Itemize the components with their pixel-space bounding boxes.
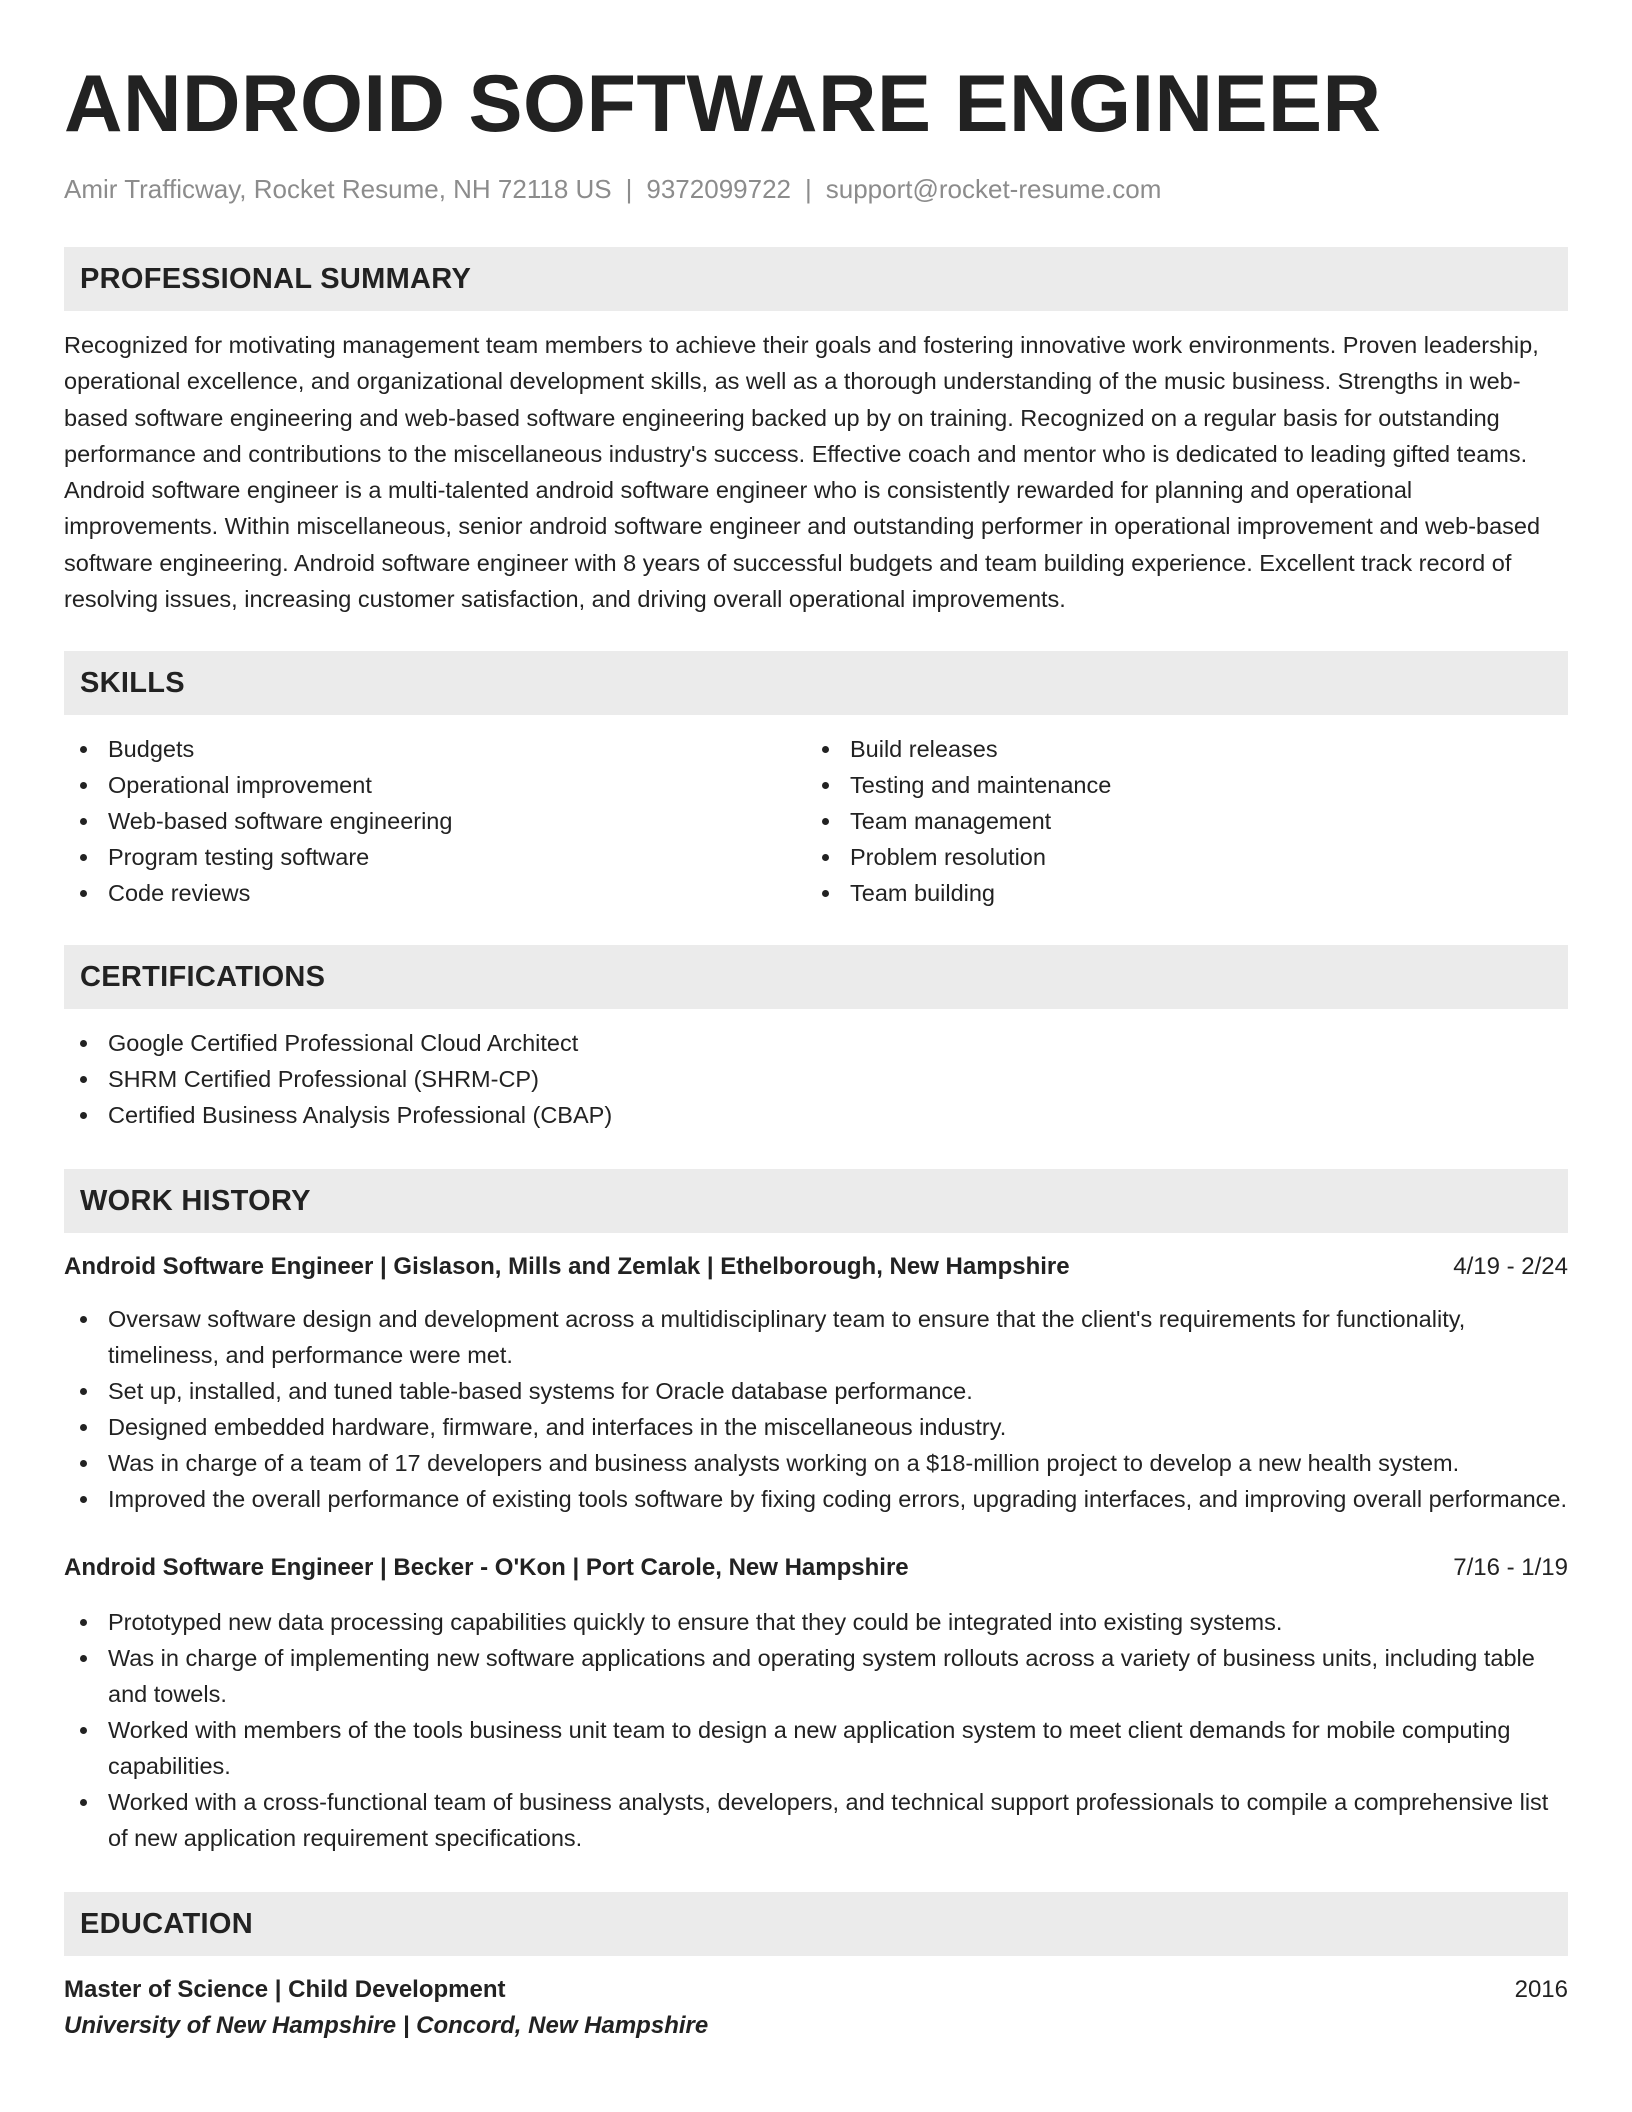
job-bullet: Oversaw software design and development across a multidisciplinary team to ensure that the client's requirements for functionality, timeliness, and performance were met. [64,1301,1568,1373]
job-title: Android Software Engineer | Becker - O'Kon | Port Carole, New Hampshire [64,1554,909,1582]
skill-item: Problem resolution [806,839,1548,875]
skills-list [64,731,1568,911]
education-school: University of New Hampshire | Concord, New Hampshire [64,2012,709,2040]
resume-title: ANDROID SOFTWARE ENGINEER [64,59,1382,149]
job-bullet: Designed embedded hardware, firmware, and interfaces in the miscellaneous industry. [64,1409,1568,1445]
job-entry [64,1550,1568,1856]
skill-item: Build releases [806,731,1548,767]
summary-heading: PROFESSIONAL SUMMARY [64,247,1568,311]
job-dates: 7/16 - 1/19 [1453,1554,1568,1582]
skill-item: Operational improvement [64,767,806,803]
certification-item: SHRM Certified Professional (SHRM-CP) [64,1061,1568,1097]
skills-column-left [64,731,806,911]
job-bullet: Was in charge of a team of 17 developers and business analysts working on a $18-million project to develop a new health system. [64,1445,1568,1481]
skill-item: Budgets [64,731,806,767]
job-title: Android Software Engineer | Gislason, Mills and Zemlak | Ethelborough, New Hampshire [64,1253,1070,1281]
certifications-list [64,1025,1568,1133]
job-bullets [64,1301,1568,1517]
job-header [64,1550,1568,1586]
resume-page [64,58,1568,2044]
skill-item: Team building [806,875,1548,911]
job-header [64,1249,1568,1285]
job-bullet: Prototyped new data processing capabilities quickly to ensure that they could be integrated into existing systems. [64,1604,1568,1640]
job-bullet: Improved the overall performance of existing tools software by fixing coding errors, upgrading interfaces, and improving overall performance. [64,1481,1568,1517]
contact-address: Amir Trafficway, Rocket Resume, NH 72118 US [64,174,612,204]
contact-email: support@rocket-resume.com [825,174,1162,204]
work-history-heading: WORK HISTORY [64,1169,1568,1233]
education-degree: Master of Science | Child Development [64,1976,506,2004]
job-bullet: Worked with members of the tools business unit team to design a new application system to meet client demands for mobile computing capabilities. [64,1712,1568,1784]
skill-item: Testing and maintenance [806,767,1548,803]
job-dates: 4/19 - 2/24 [1453,1253,1568,1281]
contact-line [64,172,1568,206]
certification-item: Certified Business Analysis Professional (CBAP) [64,1097,1568,1133]
contact-phone: 9372099722 [646,174,791,204]
contact-separator: | [805,174,812,204]
job-bullet: Was in charge of implementing new software applications and operating system rollouts across a variety of business units, including table and towels. [64,1640,1568,1712]
summary-text: Recognized for motivating management team members to achieve their goals and fostering innovative work environments. Proven leadership, operational excellence, and organizational development skills, as well as a thorough understanding of the music business. Strengths in web-based software engineering and web-based software engineering backed up by on training. Recognized on a regular basis for outstanding performance and contributions to the miscellaneous industry's success. Effective coach and mentor who is dedicated to leading gifted teams. Android software engineer is a multi-talented android software engineer who is consistently rewarded for planning and operational improvements. Within miscellaneous, senior android software engineer and outstanding performer in operational improvement and web-based software engineering. Android software engineer with 8 years of successful budgets and team building experience. Excellent track record of resolving issues, increasing customer satisfaction, and driving overall operational improvements. [64,332,1541,613]
job-bullet: Worked with a cross-functional team of business analysts, developers, and technical support professionals to compile a comprehensive list of new application requirement specifications. [64,1784,1568,1856]
job-bullets [64,1604,1568,1856]
skill-item: Team management [806,803,1548,839]
certifications-heading: CERTIFICATIONS [64,945,1568,1009]
education-header [64,1972,1568,2008]
skills-heading: SKILLS [64,651,1568,715]
job-entry [64,1249,1568,1517]
job-bullet: Set up, installed, and tuned table-based systems for Oracle database performance. [64,1373,1568,1409]
skill-item: Web-based software engineering [64,803,806,839]
education-year: 2016 [1514,1976,1568,2004]
skill-item: Program testing software [64,839,806,875]
certification-item: Google Certified Professional Cloud Architect [64,1025,1568,1061]
skills-column-right [806,731,1548,911]
contact-separator: | [625,174,633,204]
education-heading: EDUCATION [64,1892,1568,1956]
skill-item: Code reviews [64,875,806,911]
